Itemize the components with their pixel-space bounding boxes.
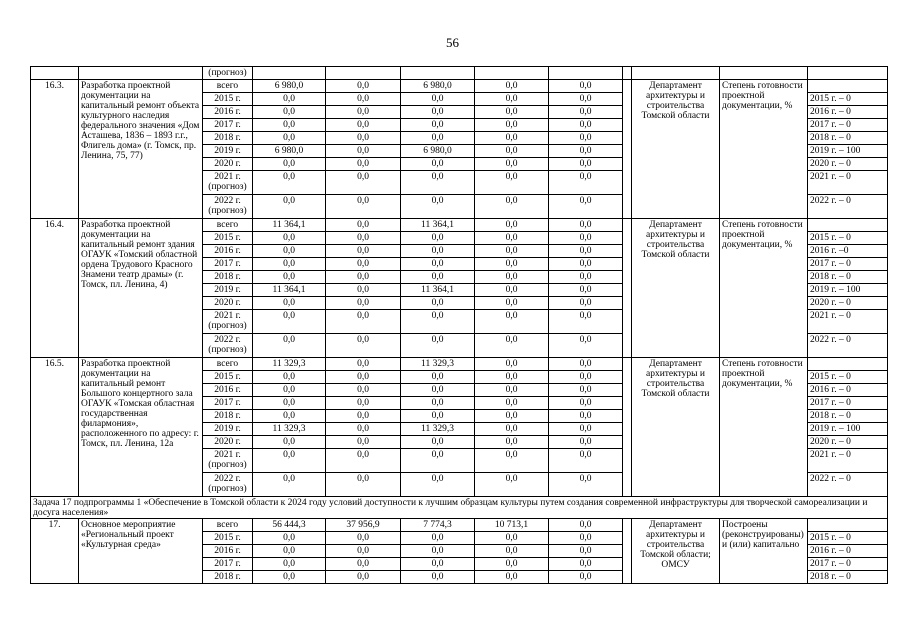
period-cell: 2017 г. bbox=[203, 558, 253, 571]
value-regional: 0,0 bbox=[401, 397, 475, 410]
period-cell: 2018 г. bbox=[203, 132, 253, 145]
value-local: 0,0 bbox=[475, 545, 549, 558]
value-federal: 0,0 bbox=[326, 558, 401, 571]
task-heading: Задача 17 подпрограммы 1 «Обеспечение в Томской области к 2024 году условий доступности к лучшим образцам культуры путем создания современной инфраструктуры для творческой самореализации и досуга населения» bbox=[31, 497, 888, 519]
period-cell: 2015 г. bbox=[203, 232, 253, 245]
value-other: 0,0 bbox=[549, 219, 623, 232]
value-total: 0,0 bbox=[253, 449, 326, 473]
value-local: 0,0 bbox=[475, 271, 549, 284]
value-federal: 0,0 bbox=[326, 284, 401, 297]
period-cell: 2019 г. bbox=[203, 423, 253, 436]
value-other: 0,0 bbox=[549, 80, 623, 93]
value-total: 0,0 bbox=[253, 384, 326, 397]
item-number: 16.3. bbox=[31, 80, 79, 219]
spacer-cell bbox=[623, 219, 632, 358]
value-local: 0,0 bbox=[475, 297, 549, 310]
indicator-cell: Построены (реконструированы) и (или) капитально bbox=[720, 519, 808, 584]
target-cell: 2017 г. – 0 bbox=[808, 258, 888, 271]
value-total: 0,0 bbox=[253, 132, 326, 145]
value-local: 0,0 bbox=[475, 532, 549, 545]
value-total: 0,0 bbox=[253, 310, 326, 334]
value-total: 0,0 bbox=[253, 558, 326, 571]
value-local: 0,0 bbox=[475, 171, 549, 195]
value-total: 11 329,3 bbox=[253, 423, 326, 436]
value-other: 0,0 bbox=[549, 358, 623, 371]
value-federal: 0,0 bbox=[326, 271, 401, 284]
target-cell: 2019 г. – 100 bbox=[808, 145, 888, 158]
value-other: 0,0 bbox=[549, 334, 623, 358]
table-body bbox=[31, 67, 888, 584]
value-federal: 0,0 bbox=[326, 358, 401, 371]
period-cell: 2021 г. (прогноз) bbox=[203, 449, 253, 473]
value-other: 0,0 bbox=[549, 145, 623, 158]
value-federal: 0,0 bbox=[326, 158, 401, 171]
value-other: 0,0 bbox=[549, 119, 623, 132]
target-cell: 2022 г. – 0 bbox=[808, 334, 888, 358]
value-other: 0,0 bbox=[549, 532, 623, 545]
value-other: 0,0 bbox=[549, 158, 623, 171]
item-number: 16.4. bbox=[31, 219, 79, 358]
value-federal: 0,0 bbox=[326, 219, 401, 232]
value-local: 0,0 bbox=[475, 245, 549, 258]
target-cell: 2018 г. – 0 bbox=[808, 410, 888, 423]
period-cell: 2016 г. bbox=[203, 545, 253, 558]
executor-cell: Департамент архитектуры и строительства Томской области bbox=[632, 80, 720, 219]
value-federal: 0,0 bbox=[326, 171, 401, 195]
period-cell: 2020 г. bbox=[203, 158, 253, 171]
value-other: 0,0 bbox=[549, 171, 623, 195]
target-cell: 2018 г. – 0 bbox=[808, 132, 888, 145]
value-regional: 0,0 bbox=[401, 436, 475, 449]
period-cell: 2015 г. bbox=[203, 93, 253, 106]
value-other: 0,0 bbox=[549, 473, 623, 497]
value-total: 0,0 bbox=[253, 119, 326, 132]
target-cell: 2015 г. – 0 bbox=[808, 232, 888, 245]
executor-cell: Департамент архитектуры и строительства Томской области bbox=[632, 358, 720, 497]
target-cell: 2017 г. – 0 bbox=[808, 397, 888, 410]
value-regional: 0,0 bbox=[401, 532, 475, 545]
period-cell: 2016 г. bbox=[203, 245, 253, 258]
target-cell: 2019 г. – 100 bbox=[808, 284, 888, 297]
target-cell: 2016 г. –0 bbox=[808, 245, 888, 258]
value-regional: 0,0 bbox=[401, 371, 475, 384]
value-other: 0,0 bbox=[549, 436, 623, 449]
target-cell: 2020 г. – 0 bbox=[808, 297, 888, 310]
value-regional: 11 329,3 bbox=[401, 423, 475, 436]
target-cell: 2022 г. – 0 bbox=[808, 195, 888, 219]
value-local: 0,0 bbox=[475, 558, 549, 571]
target-cell bbox=[808, 80, 888, 93]
target-cell bbox=[808, 219, 888, 232]
period-cell: 2018 г. bbox=[203, 571, 253, 584]
table-row bbox=[31, 80, 888, 93]
value-other: 0,0 bbox=[549, 93, 623, 106]
value-total: 0,0 bbox=[253, 195, 326, 219]
value-local: 0,0 bbox=[475, 106, 549, 119]
value-other: 0,0 bbox=[549, 397, 623, 410]
value-regional: 0,0 bbox=[401, 93, 475, 106]
value-other: 0,0 bbox=[549, 297, 623, 310]
period-cell: 2015 г. bbox=[203, 371, 253, 384]
page-number: 56 bbox=[446, 35, 459, 50]
period-cell: 2015 г. bbox=[203, 532, 253, 545]
value-federal: 0,0 bbox=[326, 145, 401, 158]
period-cell: 2022 г. (прогноз) bbox=[203, 195, 253, 219]
value-regional: 0,0 bbox=[401, 271, 475, 284]
value-federal: 0,0 bbox=[326, 195, 401, 219]
period-cell: 2020 г. bbox=[203, 297, 253, 310]
period-cell: (прогноз) bbox=[203, 67, 253, 80]
value-federal: 0,0 bbox=[326, 132, 401, 145]
value-regional: 0,0 bbox=[401, 545, 475, 558]
value-other: 0,0 bbox=[549, 384, 623, 397]
value-federal: 0,0 bbox=[326, 410, 401, 423]
target-cell: 2016 г. – 0 bbox=[808, 106, 888, 119]
value-federal: 0,0 bbox=[326, 371, 401, 384]
period-cell: 2017 г. bbox=[203, 397, 253, 410]
value-federal: 0,0 bbox=[326, 423, 401, 436]
period-cell: 2021 г. (прогноз) bbox=[203, 171, 253, 195]
value-total: 0,0 bbox=[253, 371, 326, 384]
period-cell: 2018 г. bbox=[203, 271, 253, 284]
value-local: 0,0 bbox=[475, 334, 549, 358]
spacer-cell bbox=[623, 358, 632, 497]
value-regional: 0,0 bbox=[401, 334, 475, 358]
value-regional: 0,0 bbox=[401, 473, 475, 497]
value-other: 0,0 bbox=[549, 410, 623, 423]
indicator-cell: Степень готовности проектной документации, % bbox=[720, 219, 808, 358]
value-other: 0,0 bbox=[549, 371, 623, 384]
value-local: 0,0 bbox=[475, 410, 549, 423]
value-total: 0,0 bbox=[253, 297, 326, 310]
value-federal: 0,0 bbox=[326, 384, 401, 397]
value-federal: 0,0 bbox=[326, 232, 401, 245]
value-other: 0,0 bbox=[549, 258, 623, 271]
value-local: 10 713,1 bbox=[475, 519, 549, 532]
spacer-cell bbox=[623, 80, 632, 219]
value-other: 0,0 bbox=[549, 245, 623, 258]
value-federal: 0,0 bbox=[326, 93, 401, 106]
value-federal: 0,0 bbox=[326, 334, 401, 358]
value-regional: 0,0 bbox=[401, 384, 475, 397]
executor-cell: Департамент архитектуры и строительства Томской области; ОМСУ bbox=[632, 519, 720, 584]
value-regional: 0,0 bbox=[401, 449, 475, 473]
target-cell: 2021 г. – 0 bbox=[808, 171, 888, 195]
value-federal: 37 956,9 bbox=[326, 519, 401, 532]
target-cell: 2015 г. – 0 bbox=[808, 93, 888, 106]
value-local: 0,0 bbox=[475, 423, 549, 436]
target-cell bbox=[808, 358, 888, 371]
value-total: 0,0 bbox=[253, 106, 326, 119]
value-other: 0,0 bbox=[549, 271, 623, 284]
value-local: 0,0 bbox=[475, 93, 549, 106]
value-local: 0,0 bbox=[475, 145, 549, 158]
value-other: 0,0 bbox=[549, 195, 623, 219]
executor-cell: Департамент архитектуры и строительства Томской области bbox=[632, 219, 720, 358]
period-cell: 2019 г. bbox=[203, 284, 253, 297]
value-total: 0,0 bbox=[253, 334, 326, 358]
value-regional: 11 364,1 bbox=[401, 219, 475, 232]
value-local: 0,0 bbox=[475, 473, 549, 497]
period-cell: всего bbox=[203, 80, 253, 93]
target-cell: 2022 г. – 0 bbox=[808, 473, 888, 497]
value-total: 0,0 bbox=[253, 545, 326, 558]
period-cell: 2020 г. bbox=[203, 436, 253, 449]
item-name: Разработка проектной документации на капитальный ремонт Большого концертного зала ОГАУК «Томская областная государственная филармония», расположенного по адресу: г. Томск, пл. Ленина, 12а bbox=[79, 358, 203, 497]
value-regional: 0,0 bbox=[401, 258, 475, 271]
value-regional: 0,0 bbox=[401, 132, 475, 145]
value-other: 0,0 bbox=[549, 558, 623, 571]
value-local: 0,0 bbox=[475, 158, 549, 171]
value-total: 6 980,0 bbox=[253, 80, 326, 93]
value-total: 11 364,1 bbox=[253, 284, 326, 297]
table-row bbox=[31, 519, 888, 532]
period-cell: всего bbox=[203, 219, 253, 232]
value-federal: 0,0 bbox=[326, 473, 401, 497]
value-federal: 0,0 bbox=[326, 119, 401, 132]
target-cell: 2018 г. – 0 bbox=[808, 271, 888, 284]
value-federal: 0,0 bbox=[326, 80, 401, 93]
value-regional: 11 329,3 bbox=[401, 358, 475, 371]
value-regional: 0,0 bbox=[401, 410, 475, 423]
value-regional: 0,0 bbox=[401, 310, 475, 334]
value-total: 0,0 bbox=[253, 571, 326, 584]
value-local: 0,0 bbox=[475, 397, 549, 410]
target-cell: 2021 г. – 0 bbox=[808, 310, 888, 334]
target-cell: 2015 г. – 0 bbox=[808, 371, 888, 384]
value-regional: 11 364,1 bbox=[401, 284, 475, 297]
value-other: 0,0 bbox=[549, 571, 623, 584]
period-cell: 2016 г. bbox=[203, 384, 253, 397]
task-row bbox=[31, 497, 888, 519]
value-local: 0,0 bbox=[475, 310, 549, 334]
value-regional: 0,0 bbox=[401, 195, 475, 219]
value-federal: 0,0 bbox=[326, 397, 401, 410]
value-other: 0,0 bbox=[549, 132, 623, 145]
value-other: 0,0 bbox=[549, 423, 623, 436]
indicator-cell: Степень готовности проектной документации, % bbox=[720, 358, 808, 497]
value-regional: 0,0 bbox=[401, 571, 475, 584]
table-row bbox=[31, 219, 888, 232]
target-cell bbox=[808, 519, 888, 532]
value-total: 0,0 bbox=[253, 436, 326, 449]
value-other: 0,0 bbox=[549, 284, 623, 297]
value-local: 0,0 bbox=[475, 358, 549, 371]
table-row bbox=[31, 67, 888, 80]
value-federal: 0,0 bbox=[326, 297, 401, 310]
target-cell: 2017 г. – 0 bbox=[808, 119, 888, 132]
period-cell: 2022 г. (прогноз) bbox=[203, 334, 253, 358]
value-local: 0,0 bbox=[475, 449, 549, 473]
value-regional: 0,0 bbox=[401, 106, 475, 119]
item-name: Разработка проектной документации на капитальный ремонт здания ОГАУК «Томский областной ордена Трудового Красного Знамени театр драмы» (г. Томск, пл. Ленина, 4) bbox=[79, 219, 203, 358]
value-regional: 6 980,0 bbox=[401, 145, 475, 158]
period-cell: всего bbox=[203, 519, 253, 532]
target-cell: 2017 г. – 0 bbox=[808, 558, 888, 571]
target-cell: 2020 г. – 0 bbox=[808, 158, 888, 171]
value-local: 0,0 bbox=[475, 284, 549, 297]
value-total: 0,0 bbox=[253, 397, 326, 410]
period-cell: 2017 г. bbox=[203, 119, 253, 132]
period-cell: 2018 г. bbox=[203, 410, 253, 423]
value-local: 0,0 bbox=[475, 436, 549, 449]
value-regional: 0,0 bbox=[401, 158, 475, 171]
value-other: 0,0 bbox=[549, 545, 623, 558]
value-total: 6 980,0 bbox=[253, 145, 326, 158]
value-other: 0,0 bbox=[549, 519, 623, 532]
value-federal: 0,0 bbox=[326, 245, 401, 258]
value-local: 0,0 bbox=[475, 258, 549, 271]
item-number: 17. bbox=[31, 519, 79, 584]
value-federal: 0,0 bbox=[326, 545, 401, 558]
value-total: 0,0 bbox=[253, 258, 326, 271]
value-regional: 6 980,0 bbox=[401, 80, 475, 93]
value-federal: 0,0 bbox=[326, 532, 401, 545]
value-total: 11 329,3 bbox=[253, 358, 326, 371]
value-local: 0,0 bbox=[475, 232, 549, 245]
indicator-cell: Степень готовности проектной документации, % bbox=[720, 80, 808, 219]
item-name: Разработка проектной документации на капитальный ремонт объекта культурного наследия федерального значения «Дом Асташева, 1836 – 1893 г.г., Флигель дома» (г. Томск, пр. Ленина, 75, 77) bbox=[79, 80, 203, 219]
value-federal: 0,0 bbox=[326, 106, 401, 119]
value-federal: 0,0 bbox=[326, 258, 401, 271]
value-regional: 0,0 bbox=[401, 245, 475, 258]
period-cell: 2021 г. (прогноз) bbox=[203, 310, 253, 334]
value-local: 0,0 bbox=[475, 384, 549, 397]
value-total: 0,0 bbox=[253, 473, 326, 497]
value-total: 0,0 bbox=[253, 158, 326, 171]
value-regional: 0,0 bbox=[401, 119, 475, 132]
period-cell: всего bbox=[203, 358, 253, 371]
value-local: 0,0 bbox=[475, 219, 549, 232]
period-cell: 2022 г. (прогноз) bbox=[203, 473, 253, 497]
period-cell: 2019 г. bbox=[203, 145, 253, 158]
value-local: 0,0 bbox=[475, 132, 549, 145]
value-total: 0,0 bbox=[253, 245, 326, 258]
value-other: 0,0 bbox=[549, 449, 623, 473]
value-total: 0,0 bbox=[253, 171, 326, 195]
value-total: 56 444,3 bbox=[253, 519, 326, 532]
value-total: 0,0 bbox=[253, 532, 326, 545]
value-federal: 0,0 bbox=[326, 449, 401, 473]
value-total: 11 364,1 bbox=[253, 219, 326, 232]
value-local: 0,0 bbox=[475, 371, 549, 384]
value-regional: 0,0 bbox=[401, 558, 475, 571]
item-name: Основное мероприятие «Региональный проект «Культурная среда» bbox=[79, 519, 203, 584]
value-other: 0,0 bbox=[549, 310, 623, 334]
value-regional: 7 774,3 bbox=[401, 519, 475, 532]
value-total: 0,0 bbox=[253, 232, 326, 245]
target-cell: 2021 г. – 0 bbox=[808, 449, 888, 473]
value-regional: 0,0 bbox=[401, 171, 475, 195]
target-cell: 2016 г. – 0 bbox=[808, 545, 888, 558]
value-federal: 0,0 bbox=[326, 436, 401, 449]
value-total: 0,0 bbox=[253, 410, 326, 423]
period-cell: 2017 г. bbox=[203, 258, 253, 271]
value-local: 0,0 bbox=[475, 571, 549, 584]
value-regional: 0,0 bbox=[401, 232, 475, 245]
table-row bbox=[31, 358, 888, 371]
period-cell: 2016 г. bbox=[203, 106, 253, 119]
value-total: 0,0 bbox=[253, 93, 326, 106]
target-cell: 2018 г. – 0 bbox=[808, 571, 888, 584]
value-other: 0,0 bbox=[549, 106, 623, 119]
value-local: 0,0 bbox=[475, 80, 549, 93]
value-federal: 0,0 bbox=[326, 310, 401, 334]
target-cell: 2019 г. – 100 bbox=[808, 423, 888, 436]
target-cell: 2015 г. – 0 bbox=[808, 532, 888, 545]
value-local: 0,0 bbox=[475, 195, 549, 219]
target-cell: 2016 г. – 0 bbox=[808, 384, 888, 397]
value-regional: 0,0 bbox=[401, 297, 475, 310]
item-number: 16.5. bbox=[31, 358, 79, 497]
value-federal: 0,0 bbox=[326, 571, 401, 584]
budget-table bbox=[30, 66, 888, 584]
spacer-cell bbox=[623, 519, 632, 584]
value-local: 0,0 bbox=[475, 119, 549, 132]
value-total: 0,0 bbox=[253, 271, 326, 284]
value-other: 0,0 bbox=[549, 232, 623, 245]
target-cell: 2020 г. – 0 bbox=[808, 436, 888, 449]
